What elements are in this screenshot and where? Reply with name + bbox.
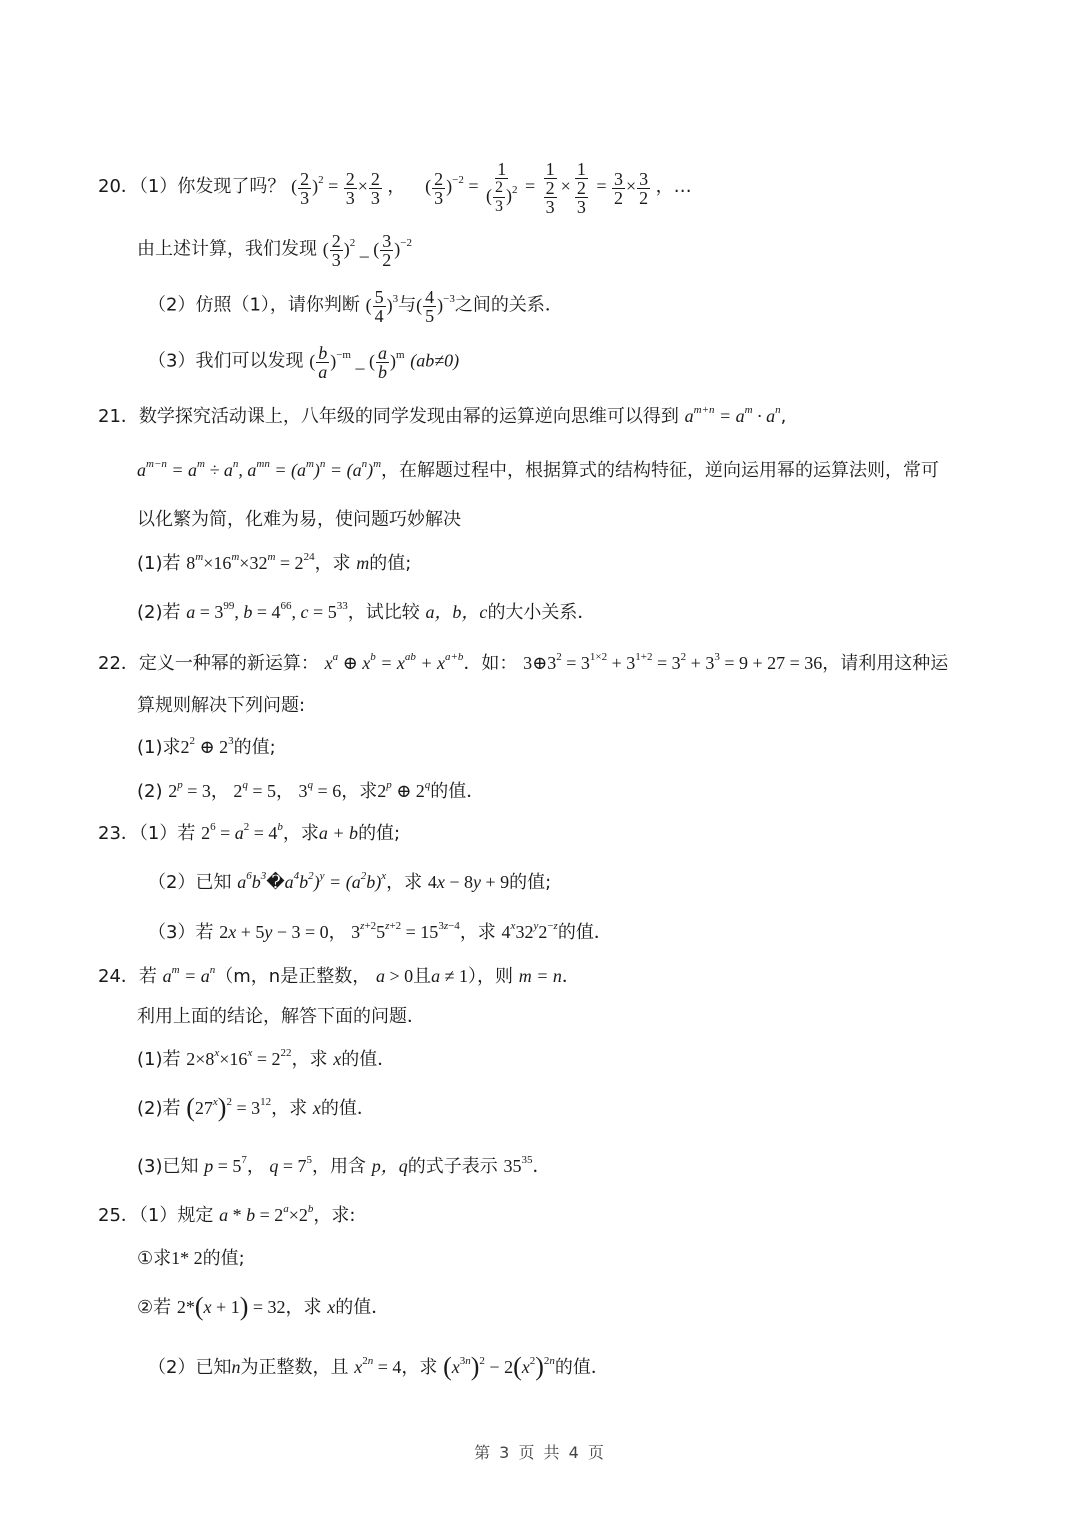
q22-line1-pre: 定义一种幂的新运算： [138,653,319,674]
q25-part1-pre: （1）规定 [138,1205,214,1226]
q25-part2-mid2: ，求 [401,1357,438,1378]
q22-sub2-formula: $2^p = 3$， $2^q = 5$， $3^q = 6$ [168,779,342,801]
q21-formula-2: $a^{m-n} = a^m \div a^n$, $a^{mn} = (a^m)^n = (a^n)^m$ [137,458,382,480]
q20-condition: (ab≠0) [410,350,460,371]
q23-part3-target: $4^x32^y2^{-z}$ [501,920,558,942]
q23-part1-target: a + b [318,823,359,843]
q25-c1-pre: ①求 [137,1248,172,1269]
q24-sub1-formula: $2\times 8^x\times 16^x = 2^{22}$ [186,1047,292,1069]
page-footer: 第 3 页 共 4 页 [474,1443,606,1462]
q20-formula-4: ( $\frac{5}{4}$ )$^3$ [365,287,399,326]
q22-sub1 [137,735,276,760]
q21-sub1-end: 的值; [369,553,412,574]
q20-part2-tail: 之间的关系． [454,294,563,316]
q20-line2-text: 由上述计算，我们发现 [137,238,317,260]
q24-sub2-end: 的值． [320,1098,375,1119]
q20-part2-label: （2）仿照（1），请你判断 [148,294,360,316]
q24-conclusion-formula: m = n [518,966,562,986]
q25-def-formula: $a * b = 2^a\times 2^b$ [219,1203,314,1225]
q24-sub3-target: $35^{35}$ [503,1154,533,1176]
q21-sub1 [137,551,411,576]
q22-number: 22． [98,653,139,674]
q25-c2-mid: ，求 [285,1297,322,1318]
q23-number: 23． [98,823,139,844]
q23-part2-end: 的值; [509,872,552,893]
q20-line2 [137,232,412,269]
q21-formula-1: $a^{m+n} = a^m \cdot a^n$ [684,404,781,426]
q24-sub3-mid: ，用含 [312,1156,367,1177]
q24-condition-formula: a > 0且a ≠ 1 [375,966,468,986]
q23-part1-mid: ，求 [282,823,319,844]
q24-sub3: (3)已知 $p = 5^7$， $q = 7^5$，用含 p，q的式子表示 $35^{35}$． [137,1154,551,1177]
q20-formula-6: ( $\frac{b}{a}$ )$^{-m}$ _ ( $\frac{a}{b}$ )$^m$ [309,343,405,382]
q22-def-formula: $x^a$ ⊕ $x^b = x^{ab} + x^{a+b}$ [324,651,464,673]
q22-sub2-mid: ，求 [341,781,378,802]
q23-line1 [98,821,400,846]
q23-line2 [148,870,551,895]
q23-part2-mid: ，求 [386,872,423,893]
q25-c2-formula: 2*(x + 1) = 32 [176,1292,286,1321]
q21-sub1-pre: (1)若 [137,553,181,574]
q23-part3-mid: ，求 [459,922,496,943]
q24-sub3-vars: p，q [371,1156,408,1176]
q24-sub3-formula: $p = 5^7$， $q = 7^5$ [204,1154,313,1176]
q23-part3-pre: （3）若 [148,922,214,943]
q24-sub3-pre: (3)已知 [137,1156,199,1177]
q21-sub2-pre: (2)若 [137,602,181,623]
q25-part2-var-n: n [231,1357,241,1377]
q21-line2 [137,458,939,483]
q24-line1-pre: 若 [138,966,157,987]
q21-intro-text: 数学探究活动课上，八年级的同学发现由幂的运算逆向思维可以得到 [138,406,679,427]
q20-line1: 20．（1）你发现了吗？ ( $\frac{2}{3}$ )$^2$ = $\frac{2}{3}$ × $\frac{2}{3}$ ， ( $\frac{2}{3}$ )$^{-2}$ = 1 ( $\frac{2}{3}$ )$^2$ = $\frac{1}{\frac{2}{3}}$ × $\frac{1}{\frac{2}{3}}$ = $\frac{3}{2}$ × $\frac{3}{2}$ ，… [98,159,692,217]
q23-part3-formula: 2x + 5y − 3 = 0， $3^{z+2}5^{z+2} = 15^{3z-4}$ [219,920,460,942]
q22-sub2-end: 的值． [430,781,485,802]
q25-c2 [137,1292,390,1321]
q24-number: 24． [98,966,139,987]
q22-sub2-pre: (2) [137,781,163,802]
q21-sub2-tail: ，试比较 [347,602,420,623]
q23-part1-formula: $2^6 = a^2 = 4^b$ [201,821,283,843]
q20-line3 [148,288,563,325]
q20-formula-5: ( $\frac{4}{5}$ )$^{-3}$ [416,287,455,326]
q21-line1: 21．数学探究活动课上，八年级的同学发现由幂的运算逆向思维可以得到 $a^{m+n} = a^m \cdot a^n$, [98,404,787,427]
q22-line1-tail: ，请利用这种运 [822,653,949,674]
q24-line1-mid: （m，n是正整数， [215,966,371,987]
q23-part3-end: 的值． [557,922,612,943]
q25-c2-var: x [327,1297,336,1317]
q20-part3-label: （3）我们可以发现 [148,350,304,372]
q21-sub2 [137,600,595,625]
q22-sub2-target: 2$^p$ ⊕ 2$^q$ [377,779,431,801]
q22-sub1-formula: $2^2$ ⊕ $2^3$ [180,735,234,757]
q25-part2-mid1: 为正整数，且 [240,1357,349,1378]
q25-line1 [98,1203,355,1228]
q24-sub2-pre: (2)若 [137,1098,181,1119]
q24-sub2-var: x [312,1098,321,1118]
q25-c1 [137,1246,245,1271]
q20-line1-tail: ，… [655,176,692,198]
q25-line-part2 [148,1352,609,1381]
q24-sub1 [137,1047,395,1072]
q20-formula-3: ( $\frac{2}{3}$ )$^2$ _ ( $\frac{3}{2}$ )$^{-2}$ [322,231,412,270]
q24-premise-formula: $a^m = a^n$ [162,964,216,986]
q25-c1-formula: 1* 2 [171,1248,203,1268]
q20-formula-2: ( $\frac{2}{3}$ )$^{-2}$ = 1 ( $\frac{2}{3}$ )$^2$ = $\frac{1}{\frac{2}{3}}$ × $\frac{1}{\frac{2}{3}}$ = $\frac{3}{2}$ × $\frac{3}{2}$ [425,159,649,217]
q21-number: 21． [98,406,139,427]
q20-part2-mid: 与 [398,294,417,316]
q25-part2-pre: （2）已知 [148,1357,232,1378]
q22-sub2 [137,779,484,804]
q21-sub1-tail: ，求 [314,553,351,574]
q20-formula-1: ( $\frac{2}{3}$ )$^2$ = $\frac{2}{3}$ × $\frac{2}{3}$ [291,168,380,208]
q21-var-m: m [356,553,370,573]
q22-example-formula: $3\oplus 3^2 = 3^{1\times 2} + 3^{1+2} = 3^2 + 3^3 = 9 + 27 = 36$ [523,651,823,673]
q21-sub1-formula: $8^m\times 16^m\times 32^m = 2^{24}$ [186,551,315,573]
q22-line2 [137,694,305,718]
q20-number: 20． [98,176,139,198]
q24-line1-tail: ），则 [467,966,513,987]
q25-part2-given: $x^{2n} = 4$ [354,1355,402,1377]
q21-line2-text: ，在解题过程中，根据算式的结构特征，逆向运用幂的运算法则，常可 [381,460,940,481]
q21-line3-text: 以化繁为简，化难为易，使问题巧妙解决 [137,509,461,530]
q22-line1 [98,651,948,676]
q24-line2-text: 利用上面的结论，解答下面的问题． [137,1006,425,1027]
q21-line3 [137,508,461,532]
q23-line3 [148,920,612,945]
q20-line4 [148,344,459,381]
q25-c2-pre: ②若 [137,1297,172,1318]
q20-part1-label: （1）你发现了吗？ [138,176,286,198]
q23-part1-pre: （1）若 [138,823,196,844]
q24-sub2-mid: ，求 [271,1098,308,1119]
q25-part1-end: ，求: [313,1205,356,1226]
q25-part2-target: $(x^{3n})^2 - 2(x^2)^{2n}$ [443,1352,555,1381]
q23-part1-end: 的值; [358,823,401,844]
q24-sub2-formula: $(27^x)^2 = 3^{12}$ [186,1093,272,1122]
q21-sub2-end: 的大小关系． [487,602,596,623]
q24-sub1-pre: (1)若 [137,1049,181,1070]
q22-sub1-end: 的值; [233,737,276,758]
q23-part2-pre: （2）已知 [148,872,232,893]
q23-part2-formula: $a^6b^3�a^4b^2)^y = (a^2b)^x$ [237,870,387,892]
q22-line2-text: 算规则解决下列问题: [137,695,306,716]
q25-c2-end: 的值． [335,1297,390,1318]
q22-line1-mid: ．如： [463,653,518,674]
q24-sub3-end: 的式子表示 [407,1156,498,1177]
q21-vars-abc: a，b，c [425,602,488,622]
q24-sub1-var: x [333,1049,342,1069]
q22-sub1-pre: (1)求 [137,737,181,758]
q25-c1-end: 的值; [202,1248,245,1269]
q23-part2-target: 4x − 8y + 9 [427,872,510,892]
q24-line2 [137,1005,425,1029]
q24-line1: 24．若 $a^m = a^n(m$，n是正整数， a > 0且a ≠ 1），则 m = n． [98,964,580,987]
q25-number: 25． [98,1205,139,1226]
q24-sub1-mid: ，求 [291,1049,328,1070]
q24-sub1-end: 的值． [341,1049,396,1070]
q24-sub2 [137,1093,375,1122]
q25-part2-end: 的值． [554,1357,609,1378]
q21-sub2-formula: $a = 3^{99}$, $b = 4^{66}$, $c = 5^{33}$ [186,600,348,622]
